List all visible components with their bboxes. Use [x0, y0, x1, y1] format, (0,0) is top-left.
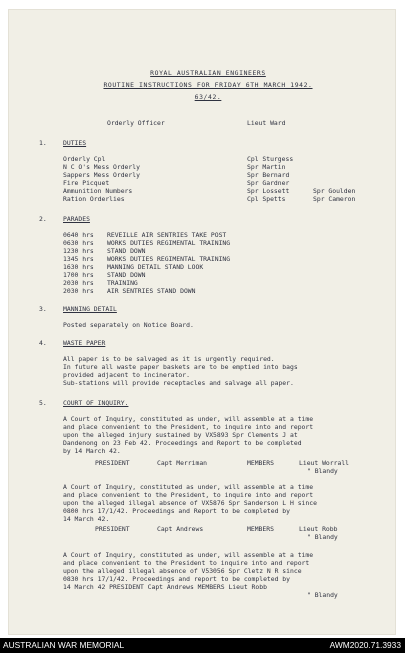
section-number: 4. [39, 339, 47, 347]
member-name: " Blandy [307, 467, 338, 475]
parade-time: 0640 hrs [63, 231, 94, 239]
inquiry-line: upon the alleged injury sustained by VX5893 Spr Clements J at [63, 431, 298, 439]
president-label: PRESIDENT [95, 525, 130, 533]
section-number: 1. [39, 139, 47, 147]
inquiry-line: 0830 hrs 17/1/42. Proceedings and report to be completed by [63, 575, 291, 583]
parade-activity: STAND DOWN [107, 247, 146, 255]
footer-institution: AUSTRALIAN WAR MEMORIAL [3, 640, 125, 650]
inquiry-line: 0800 hrs 17/1/42. Proceedings and Report to be completed by [63, 507, 291, 515]
parade-activity: MANNING DETAIL STAND LOOK [107, 263, 204, 271]
waste-line: All paper is to be salvaged as it is urgently required. [63, 355, 275, 363]
parade-time: 0630 hrs [63, 239, 94, 247]
inquiry-line: 14 March 42. [63, 515, 110, 523]
waste-line: provided adjacent to incinerator. [63, 371, 190, 379]
duty-name: Cpl Sturgess [247, 155, 294, 163]
parade-activity: WORKS DUTIES REGIMENTAL TRAINING [107, 239, 231, 247]
members-label: MEMBERS [247, 459, 274, 467]
duty-extra-name: Spr Cameron [313, 195, 356, 203]
section-heading: WASTE PAPER [63, 339, 106, 347]
duty-label: Orderly Cpl [63, 155, 106, 163]
waste-line: In future all waste paper baskets are to be emptied into bags [63, 363, 298, 371]
inquiry-line: by 14 March 42. [63, 447, 121, 455]
section-number: 5. [39, 399, 47, 407]
footer-accession-number: AWM2020.71.3933 [329, 640, 401, 650]
member-name: " Blandy [307, 533, 338, 541]
parade-time: 2030 hrs [63, 279, 94, 287]
section-number: 2. [39, 215, 47, 223]
president-name: Capt Andrews [157, 525, 204, 533]
duty-extra-name: Spr Goulden [313, 187, 356, 195]
inquiry-line: A Court of Inquiry, constituted as under, will assemble at a time [63, 483, 314, 491]
inquiry-line: A Court of Inquiry, constituted as under, will assemble at a time [63, 551, 314, 559]
parade-activity: TRAINING [107, 279, 138, 287]
members-label: MEMBERS [247, 525, 274, 533]
member-name: Lieut Robb [299, 525, 338, 533]
duty-name: Spr Martin [247, 163, 286, 171]
parade-activity: WORKS DUTIES REGIMENTAL TRAINING [107, 255, 231, 263]
manning-text: Posted separately on Notice Board. [63, 321, 194, 329]
inquiry-line: and place convenient to the President, to inquire into and report [63, 491, 314, 499]
duty-label: Fire Picquet [63, 179, 110, 187]
inquiry-line: upon the alleged illegal absence of VX5876 Spr Sanderson L H since [63, 499, 317, 507]
duty-label: N C O's Mess Orderly [63, 163, 140, 171]
member-name: Lieut Worrall [299, 459, 350, 467]
duty-name: Spr Gardner [247, 179, 290, 187]
parade-activity: AIR SENTRIES STAND DOWN [107, 287, 196, 295]
duty-name: Spr Lossett [247, 187, 290, 195]
duty-label: Sappers Mess Orderly [63, 171, 140, 179]
document-number: 63/42. [194, 93, 222, 101]
member-name: " Blandy [307, 591, 338, 599]
inquiry-line: 14 March 42 PRESIDENT Capt Andrews MEMBERS Lieut Robb [63, 583, 267, 591]
parade-time: 1230 hrs [63, 247, 94, 255]
president-name: Capt Merriman [157, 459, 208, 467]
footer-bar [0, 638, 405, 653]
section-number: 3. [39, 305, 47, 313]
inquiry-line: upon the alleged illegal absence of V53056 Spr Cletz N R since [63, 567, 302, 575]
waste-line: Sub-stations will provide receptacles and salvage all paper. [63, 379, 294, 387]
duty-name: Cpl Spetts [247, 195, 286, 203]
duty-label: Ration Orderlies [63, 195, 125, 203]
inquiry-line: and place convenient to the President to inquire into and report [63, 559, 310, 567]
inquiry-line: Dandenong on 23 Feb 42. Proceedings and Report to be completed [63, 439, 302, 447]
section-heading: DUTIES [63, 139, 87, 147]
unit-heading: ROYAL AUSTRALIAN ENGINEERS [150, 69, 266, 77]
parade-activity: STAND DOWN [107, 271, 146, 279]
document-sheet [9, 10, 395, 634]
orderly-officer-label: Orderly Officer [107, 119, 165, 127]
parade-time: 1345 hrs [63, 255, 94, 263]
parade-time: 1700 hrs [63, 271, 94, 279]
parade-activity: REVEILLE AIR SENTRIES TAKE POST [107, 231, 227, 239]
section-heading: COURT OF INQUIRY. [63, 399, 129, 407]
inquiry-line: A Court of Inquiry, constituted as under, will assemble at a time [63, 415, 314, 423]
document-title: ROUTINE INSTRUCTIONS FOR FRIDAY 6TH MARCH 1942. [103, 81, 313, 89]
parade-time: 2030 hrs [63, 287, 94, 295]
parade-time: 1630 hrs [63, 263, 94, 271]
orderly-officer-name: Lieut Ward [247, 119, 286, 127]
duty-name: Spr Bernard [247, 171, 290, 179]
president-label: PRESIDENT [95, 459, 130, 467]
section-heading: MANNING DETAIL [63, 305, 117, 313]
duty-label: Ammunition Numbers [63, 187, 133, 195]
section-heading: PARADES [63, 215, 90, 223]
inquiry-line: and place convenient to the President, to inquire into and report [63, 423, 314, 431]
